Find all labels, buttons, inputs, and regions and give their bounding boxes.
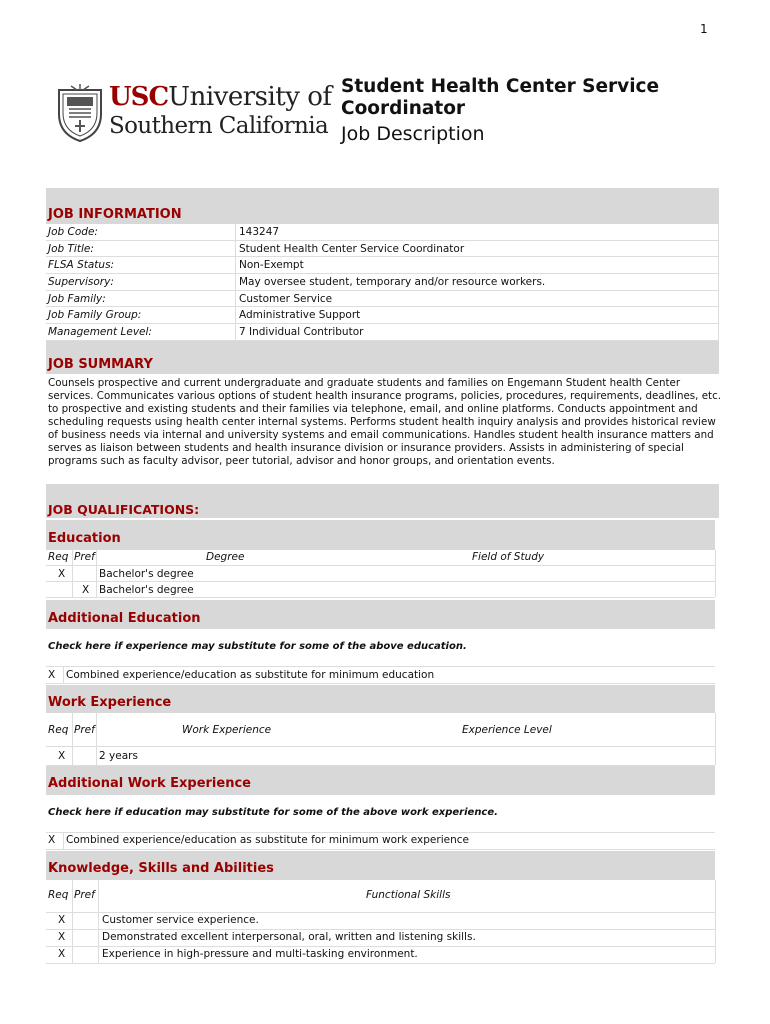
education-col-req: Req (48, 551, 69, 563)
education-heading: Education (48, 531, 121, 546)
education-row1-req: X (58, 568, 66, 580)
education-col-field: Field of Study (472, 551, 545, 563)
job-summary-heading: JOB SUMMARY (48, 357, 153, 372)
supervisory-value: May oversee student, temporary and/or resource workers. (239, 276, 546, 288)
additional-work-text: Combined experience/education as substitute for minimum work experience (66, 834, 469, 846)
work-row1-req: X (58, 750, 66, 762)
job-information-heading: JOB INFORMATION (48, 207, 182, 222)
education-row2-degree: Bachelor's degree (99, 584, 194, 596)
job-code-label: Job Code: (48, 226, 98, 238)
work-row1-experience: 2 years (99, 750, 138, 762)
education-col-degree: Degree (206, 551, 245, 563)
job-code-value: 143247 (239, 226, 280, 238)
job-title-value: Student Health Center Service Coordinator (239, 242, 465, 255)
ksa-col-req: Req (48, 889, 69, 901)
supervisory-label: Supervisory: (48, 276, 114, 288)
ksa-row3-skill: Experience in high-pressure and multi-tasking environment. (102, 948, 418, 960)
additional-work-heading: Additional Work Experience (48, 776, 251, 791)
work-col-pref: Pref (74, 724, 95, 736)
additional-work-checkbox[interactable]: X (48, 834, 56, 846)
logo-wordmark-line2: Southern California (109, 113, 329, 139)
additional-work-note: Check here if education may substitute for some of the above work experience. (48, 807, 498, 818)
flsa-status-label: FLSA Status: (48, 259, 115, 271)
ksa-col-functional-skills: Functional Skills (366, 889, 451, 901)
logo-wordmark-line1: USCUniversity of (109, 82, 332, 112)
work-experience-heading: Work Experience (48, 695, 172, 710)
usc-seal-icon (57, 84, 103, 142)
job-family-label: Job Family: (48, 292, 106, 305)
job-summary-text: Counsels prospective and current undergraduate and graduate students and families on Engemann Student health Center services. Communicates various options of student health insurance programs, policies, procedures, requirements, deadlines, etc. to prospective and existing students and their families via telephone, email, and online platforms. Conducts appointment and scheduling requests using health center internal systems. Performs student health inquiry analysis and provides historical review of business needs via internal and university systems and email communications. Handles student health insurance matters and serves as liaison between students and health insurance division or insurance providers. Assists in administering of special programs such as faculty advisor, peer tutorial, advisor and honor groups, and orientation events. (48, 377, 722, 467)
management-level-value: 7 Individual Contributor (239, 325, 364, 338)
education-row1-degree: Bachelor's degree (99, 568, 194, 580)
ksa-row2-skill: Demonstrated excellent interpersonal, oral, written and listening skills. (102, 931, 476, 943)
page-title: Student Health Center Service Coordinator (341, 76, 660, 119)
ksa-row3-req: X (58, 948, 66, 960)
work-col-level: Experience Level (462, 724, 552, 736)
ksa-row1-req: X (58, 914, 66, 926)
job-family-group-label: Job Family Group: (48, 309, 142, 321)
additional-education-note: Check here if experience may substitute for some of the above education. (48, 641, 467, 652)
education-col-pref: Pref (74, 551, 95, 563)
job-title-label: Job Title: (48, 242, 94, 255)
job-family-group-value: Administrative Support (239, 309, 361, 321)
work-col-experience: Work Experience (182, 724, 272, 736)
management-level-label: Management Level: (48, 325, 152, 338)
qualifications-heading: JOB QUALIFICATIONS: (48, 502, 200, 517)
job-family-value: Customer Service (239, 292, 333, 305)
usc-logo (57, 82, 332, 144)
ksa-col-pref: Pref (74, 889, 95, 901)
additional-education-checkbox[interactable]: X (48, 669, 56, 681)
education-band (46, 520, 715, 550)
flsa-status-value: Non-Exempt (239, 259, 304, 271)
page-subtitle: Job Description (341, 123, 485, 145)
education-row2-pref: X (82, 584, 90, 596)
ksa-row2-req: X (58, 931, 66, 943)
additional-education-heading: Additional Education (48, 611, 201, 626)
page-number: 1 (700, 22, 708, 36)
work-col-req: Req (48, 724, 69, 736)
ksa-row1-skill: Customer service experience. (102, 914, 259, 926)
ksa-heading: Knowledge, Skills and Abilities (48, 861, 274, 876)
additional-education-text: Combined experience/education as substitute for minimum education (66, 669, 435, 681)
